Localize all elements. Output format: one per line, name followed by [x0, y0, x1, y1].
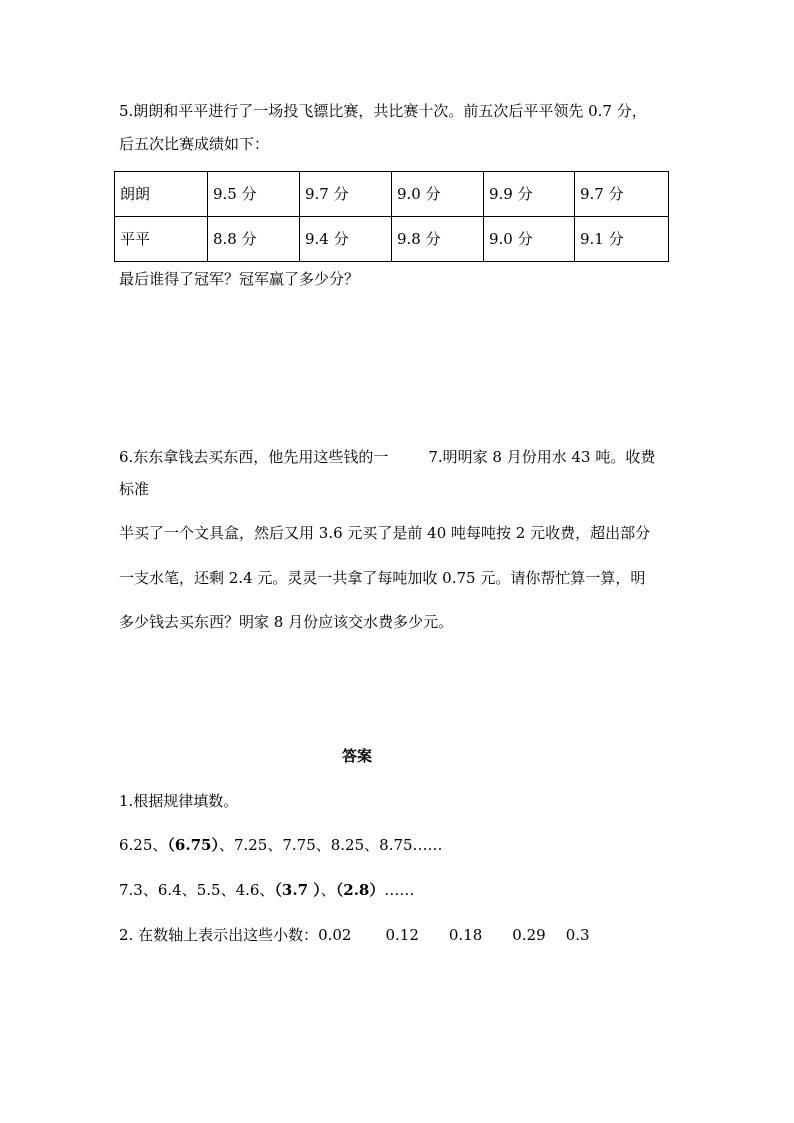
- answer2-value: 0.3: [565, 926, 590, 944]
- answer1-row1-answer: （6.75）: [167, 836, 219, 854]
- answer1-row2-mid: 、: [320, 881, 336, 899]
- table-cell: 9.9 分: [484, 172, 575, 217]
- table-row-pingping: [115, 217, 669, 262]
- answer2-value: 0.12: [385, 926, 419, 944]
- q6-line3: 半买了一个文具盒，然后又用 3.6 元买了是前 40 吨每吨按 2 元收费，超出部分: [119, 524, 651, 542]
- q6-text-a: 6.东东拿钱去买东西，他先用这些钱的一: [119, 448, 389, 466]
- table-cell: 平平: [115, 217, 208, 262]
- answer1-row2-post: ……: [384, 881, 415, 899]
- answer1-row1-pre: 6.25、: [119, 836, 168, 854]
- answer2-value: 0.18: [448, 926, 483, 944]
- table-cell: 9.8 分: [392, 217, 484, 262]
- answer1-row1: [119, 834, 443, 856]
- answer1-row1-post: 、7.25、7.75、8.25、8.75……: [218, 836, 443, 854]
- table-cell: 9.4 分: [300, 217, 392, 262]
- q7-text-a: 7.明明家 8 月份用水 43 吨。收费: [428, 448, 656, 466]
- answer2-value: 0.29: [512, 926, 546, 944]
- q5-line2: 后五次比赛成绩如下：: [119, 135, 270, 153]
- table-cell: 9.7 分: [300, 172, 392, 217]
- answer1-row2-pre: 7.3、6.4、5.5、4.6、: [119, 881, 275, 899]
- table-cell: 朗朗: [115, 172, 208, 217]
- q5-line1: 5.朗朗和平平进行了一场投飞镖比赛，共比赛十次。前五次后平平领先 0.7 分，: [119, 102, 647, 120]
- answer1-row2-answer2: （2.8）: [335, 881, 385, 899]
- answer2-line: [119, 924, 590, 946]
- answer1-title: 1.根据规律填数。: [119, 792, 239, 810]
- table-cell: 9.7 分: [575, 172, 669, 217]
- answer1-row2: [119, 879, 414, 901]
- table-row-langlang: [115, 172, 669, 217]
- q6-line2: 标准: [119, 480, 150, 498]
- answer2-label: 2. 在数轴上表示出这些小数：0.02: [119, 926, 352, 944]
- table-cell: 9.0 分: [484, 217, 575, 262]
- q6-line1: [119, 446, 655, 468]
- q6-line4: 一支水笔，还剩 2.4 元。灵灵一共拿了每吨加收 0.75 元。请你帮忙算一算，明: [119, 569, 646, 587]
- q6-line5: 多少钱去买东西？明家 8 月份应该交水费多少元。: [119, 613, 454, 631]
- table-cell: 8.8 分: [208, 217, 300, 262]
- answer1-row2-answer1: （3.7 ）: [274, 881, 321, 899]
- table-cell: 9.0 分: [392, 172, 484, 217]
- q5-question: 最后谁得了冠军？冠军赢了多少分？: [119, 270, 360, 288]
- table-cell: 9.5 分: [208, 172, 300, 217]
- answers-heading: 答案: [341, 747, 372, 765]
- table-cell: 9.1 分: [575, 217, 669, 262]
- score-table: [114, 171, 669, 262]
